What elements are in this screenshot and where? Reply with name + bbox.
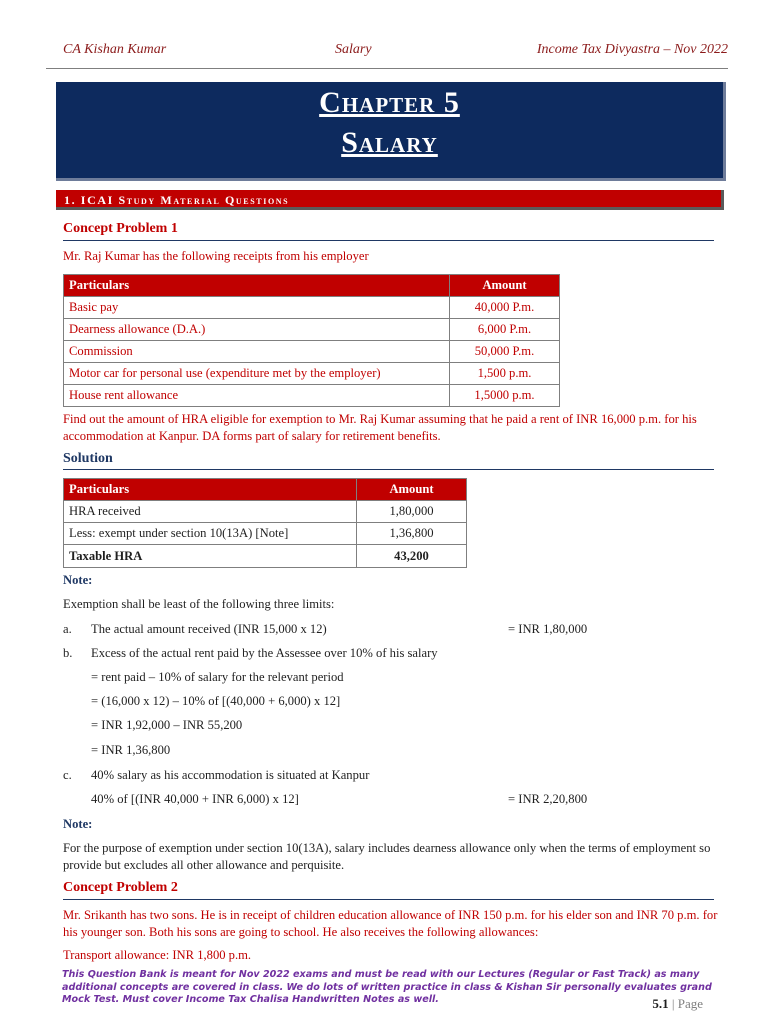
page-sep: |: [668, 996, 678, 1011]
table-row: [64, 319, 560, 341]
problem1-question: Find out the amount of HRA eligible for exemption to Mr. Raj Kumar assuming that he paid a rent of INR 16,000 p.m. for his accommodation at Kanpur. DA forms part of salary for retirement benefits.: [63, 412, 697, 443]
item-c-label: c.: [63, 768, 72, 782]
page-label: Page: [677, 996, 703, 1011]
chapter-title: Salary: [341, 126, 438, 159]
solution-title: Solution: [63, 451, 113, 466]
table-cell: 6,000 P.m.: [450, 319, 560, 341]
table-cell: 1,5000 p.m.: [450, 385, 560, 407]
table-row: [64, 297, 560, 319]
receipts-table: [63, 274, 560, 407]
header-chapter: Salary: [335, 42, 372, 57]
table-cell: Basic pay: [64, 297, 450, 319]
table-row: [64, 523, 467, 545]
note-intro: Exemption shall be least of the following three limits:: [63, 597, 335, 611]
table-row: [64, 385, 560, 407]
hra-table: [63, 478, 467, 568]
item-b-line: = INR 1,36,800: [91, 743, 171, 757]
problem1-title: Concept Problem 1: [63, 221, 178, 236]
section-heading: 1. ICAI Study Material Questions: [56, 190, 724, 210]
item-a-value: = INR 1,80,000: [508, 622, 588, 636]
item-a-label: a.: [63, 622, 72, 636]
problem2-title: Concept Problem 2: [63, 880, 178, 895]
column-header: Particulars: [64, 479, 357, 501]
table-cell: 50,000 P.m.: [450, 341, 560, 363]
table-cell: 43,200: [357, 545, 467, 568]
table-cell: Commission: [64, 341, 450, 363]
problem2-transport: Transport allowance: INR 1,800 p.m.: [63, 948, 252, 962]
problem2-rule: [63, 899, 714, 900]
item-b-line: = INR 1,92,000 – INR 55,200: [91, 718, 243, 732]
table-cell: Taxable HRA: [64, 545, 357, 568]
item-b-line: = (16,000 x 12) – 10% of [(40,000 + 6,000) x 12]: [91, 694, 341, 708]
table-cell: 1,500 p.m.: [450, 363, 560, 385]
table-cell: 40,000 P.m.: [450, 297, 560, 319]
table-cell: House rent allowance: [64, 385, 450, 407]
table-cell: HRA received: [64, 501, 357, 523]
column-header: Particulars: [64, 275, 450, 297]
item-b-label: b.: [63, 646, 73, 660]
table-row: [64, 341, 560, 363]
chapter-number: Chapter 5: [319, 86, 460, 119]
item-c-value: = INR 2,20,800: [508, 792, 588, 806]
item-b-text: Excess of the actual rent paid by the Assessee over 10% of his salary: [91, 646, 438, 660]
table-cell: Dearness allowance (D.A.): [64, 319, 450, 341]
table-row: [64, 363, 560, 385]
page-number: [652, 996, 703, 1012]
table-cell: Less: exempt under section 10(13A) [Note]: [64, 523, 357, 545]
footer-note: This Question Bank is meant for Nov 2022 exams and must be read with our Lectures (Regular or Fast Track) as many additional concepts are covered in class. We do lots of written practice in class & Kishan Sir personally evaluates grand Mock Test. Must cover Income Tax Chalisa Handwritten Notes as well.: [62, 969, 712, 1005]
item-a-text: The actual amount received (INR 15,000 x 12): [91, 622, 327, 636]
table-cell: Motor car for personal use (expenditure met by the employer): [64, 363, 450, 385]
header-rule: [46, 68, 728, 69]
problem1-intro: Mr. Raj Kumar has the following receipts from his employer: [63, 249, 369, 263]
problem1-rule: [63, 240, 714, 241]
table-row: [64, 501, 467, 523]
note2-label: Note:: [63, 817, 93, 831]
problem2-text: Mr. Srikanth has two sons. He is in receipt of children education allowance of INR 150 p.m. for his elder son and INR 70 p.m. for his younger son. Both his sons are going to school. He also receives the following allowances:: [63, 908, 718, 939]
note-label: Note:: [63, 573, 93, 587]
item-c-line: 40% of [(INR 40,000 + INR 6,000) x 12]: [91, 792, 299, 806]
item-b-line: = rent paid – 10% of salary for the relevant period: [91, 670, 344, 684]
table-total-row: [64, 545, 467, 568]
table-cell: 1,36,800: [357, 523, 467, 545]
chapter-banner: [56, 82, 726, 181]
item-c-text: 40% salary as his accommodation is situated at Kanpur: [91, 768, 370, 782]
page-num: 5.1: [652, 996, 669, 1011]
note2-text: For the purpose of exemption under section 10(13A), salary includes dearness allowance only when the terms of employment so provide but excludes all other allowance and perquisite.: [63, 841, 711, 872]
table-header-row: [64, 275, 560, 297]
column-header: Amount: [450, 275, 560, 297]
running-header: [63, 42, 728, 62]
solution-rule: [63, 469, 714, 470]
header-book-title: Income Tax Divyastra – Nov 2022: [536, 42, 728, 57]
table-cell: 1,80,000: [357, 501, 467, 523]
table-header-row: [64, 479, 467, 501]
header-author: CA Kishan Kumar: [63, 42, 167, 57]
column-header: Amount: [357, 479, 467, 501]
